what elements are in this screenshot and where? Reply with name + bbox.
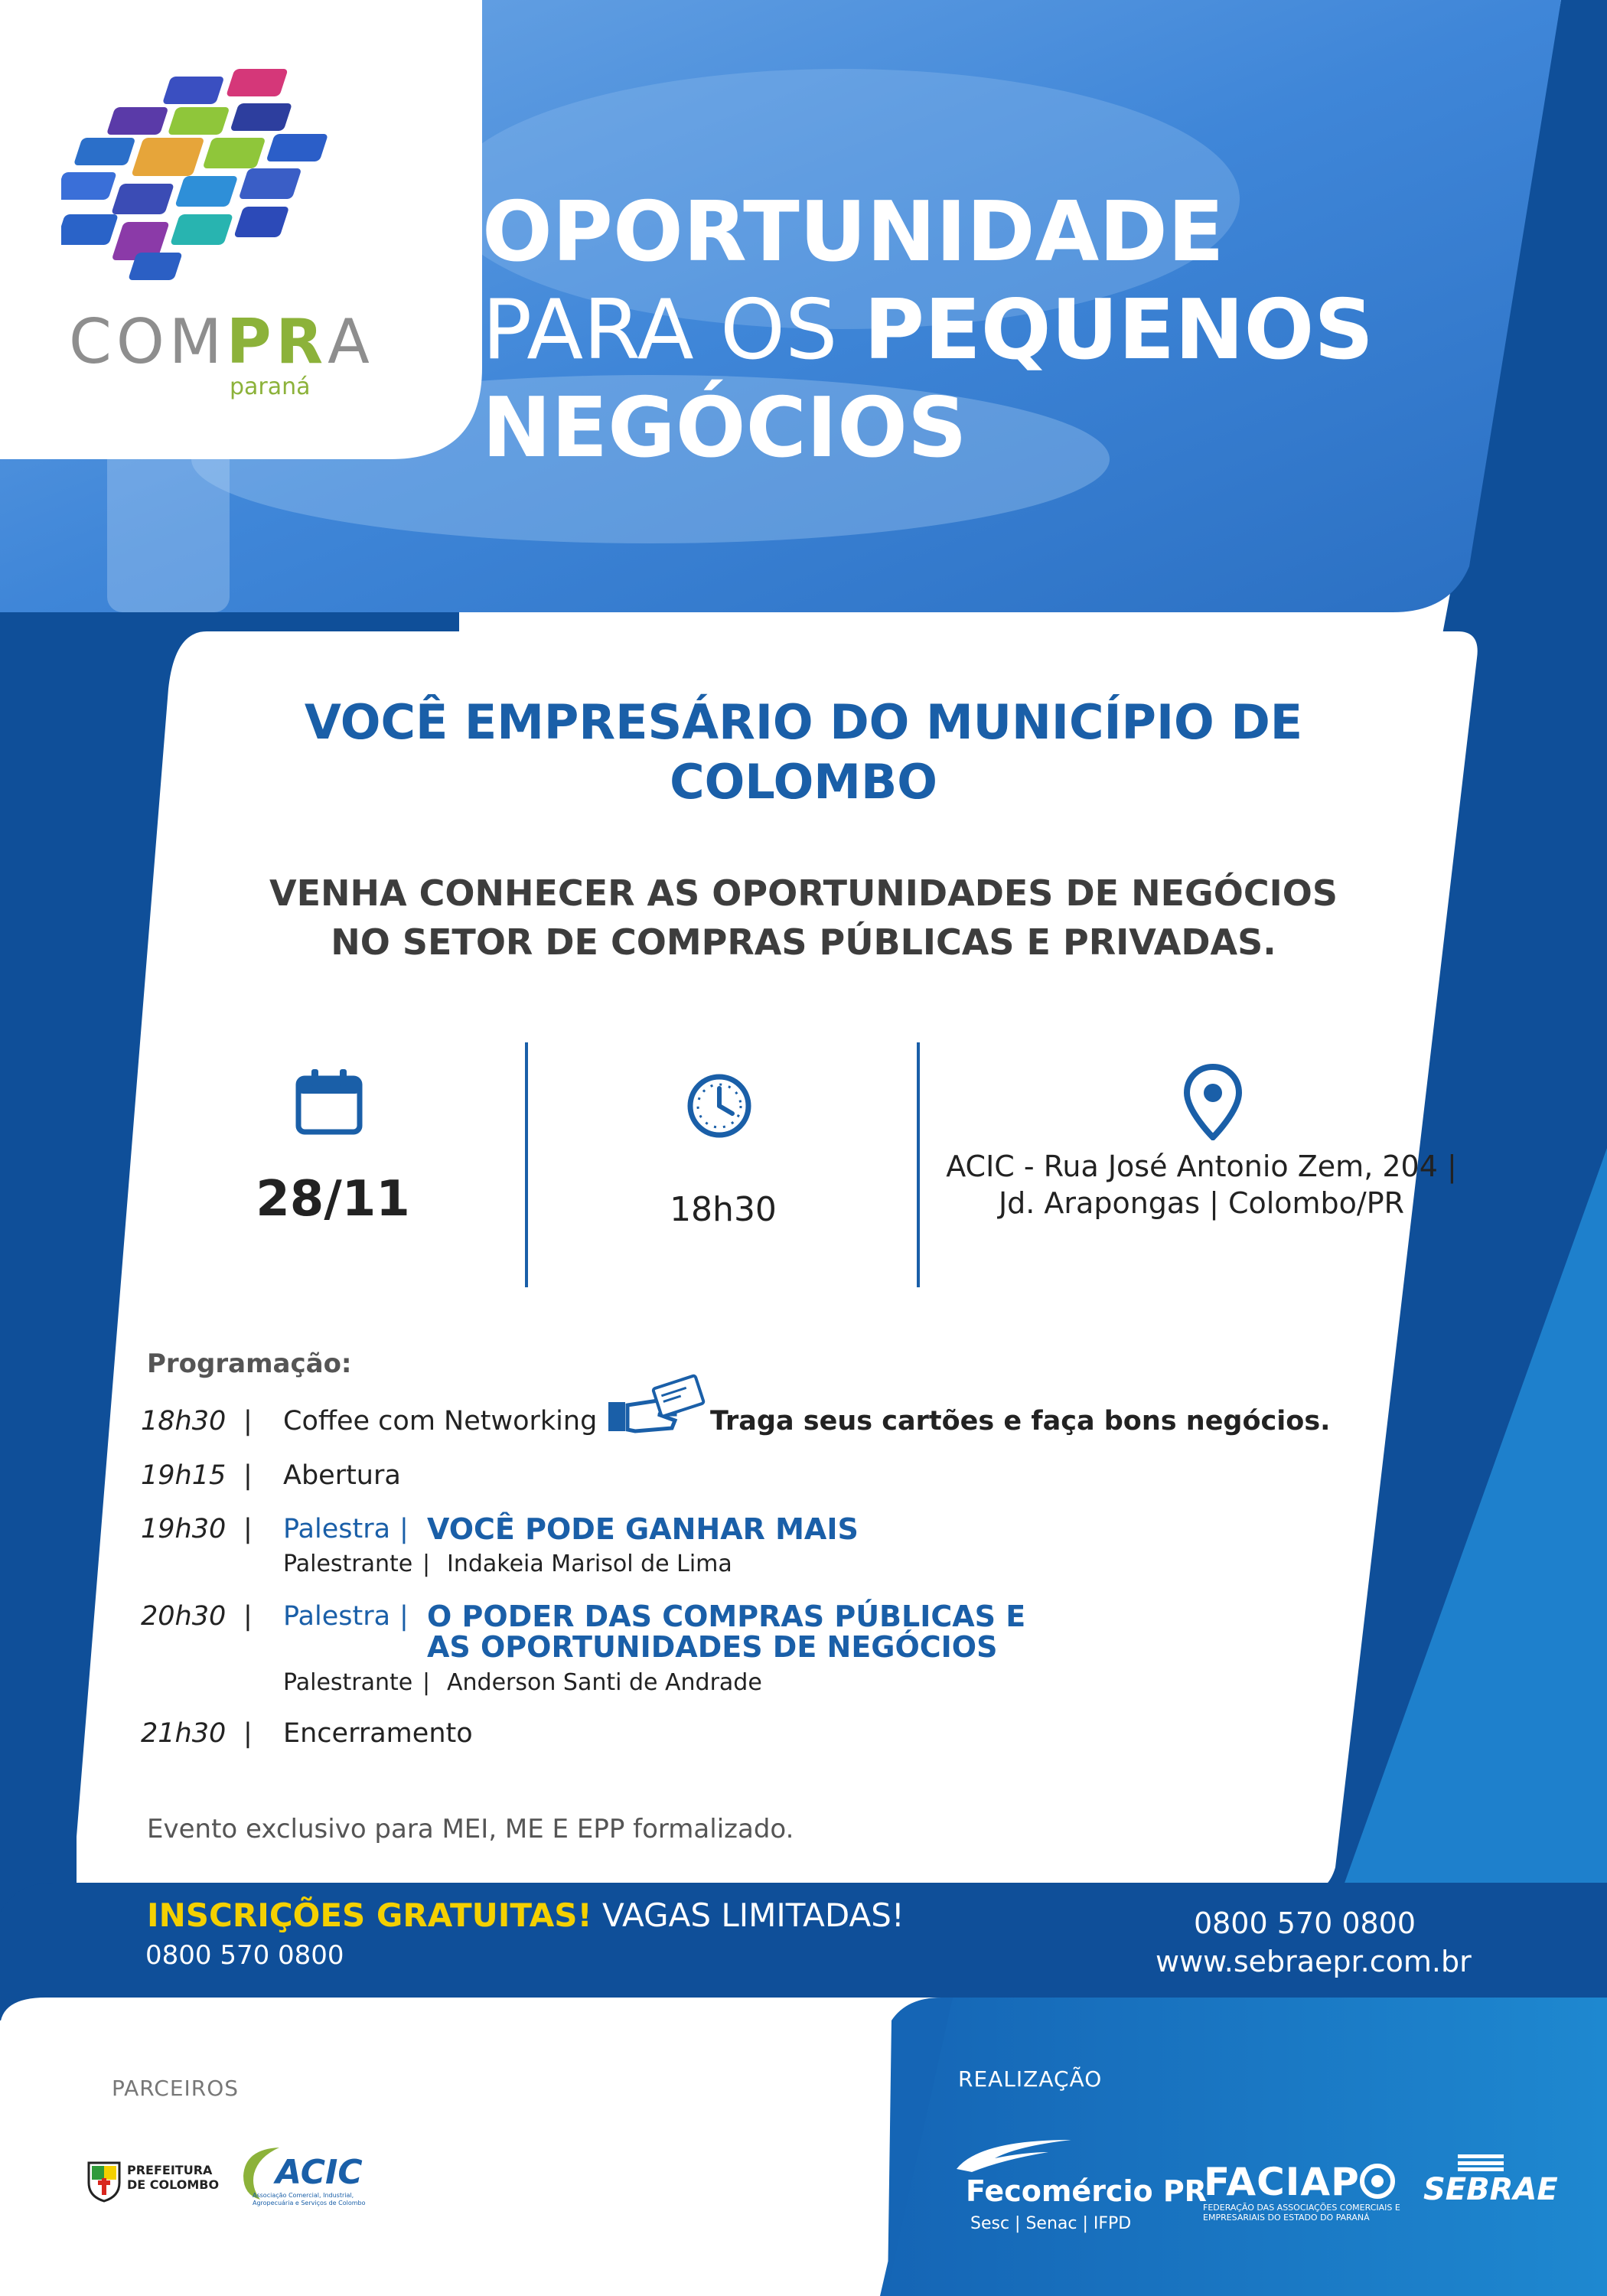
- program-speaker: Indakeia Marisol de Lima: [447, 1551, 732, 1577]
- prefeitura-crest-icon: [86, 2160, 122, 2203]
- program-topic-line1: O PODER DAS COMPRAS PÚBLICAS E: [427, 1600, 1026, 1633]
- program-time: 19h15: [141, 1460, 227, 1491]
- business-card-hand-icon: [605, 1370, 708, 1443]
- program-note: Traga seus cartões e faça bons negócios.: [710, 1406, 1331, 1437]
- intro-invite: VENHA CONHECER AS OPORTUNIDADES DE NEGÓCIOS NO SETOR DE COMPRAS PÚBLICAS E PRIVADAS.: [269, 872, 1338, 963]
- event-address: ACIC - Rua José Antonio Zem, 204 | Jd. Arapongas | Colombo/PR: [946, 1150, 1457, 1220]
- headline: [482, 184, 1374, 478]
- brand-subtitle: paraná: [230, 373, 311, 400]
- event-time: 18h30: [670, 1190, 777, 1229]
- program-topic-line2: AS OPORTUNIDADES DE NEGÓCIOS: [427, 1630, 998, 1664]
- contact-block: [1156, 1904, 1472, 1981]
- program-speaker-label: Palestrante: [283, 1669, 413, 1696]
- program-time: 18h30: [141, 1406, 227, 1437]
- org-faciap-sub: FEDERAÇÃO DAS ASSOCIAÇÕES COMERCIAIS E EMPRESARIAIS DO ESTADO DO PARANÁ: [1203, 2203, 1400, 2223]
- program-separator: |: [422, 1669, 431, 1696]
- event-date: 28/11: [256, 1171, 410, 1228]
- headline-line2-light: PARA OS: [482, 282, 864, 378]
- contact-website[interactable]: www.sebraepr.com.br: [1156, 1945, 1472, 1978]
- program-separator: |: [243, 1718, 253, 1749]
- program-separator: |: [243, 1601, 253, 1632]
- headline-line2-bold: PEQUENOS: [863, 282, 1374, 378]
- registration-limited: VAGAS LIMITADAS!: [592, 1896, 905, 1934]
- compra-logo-icon: [61, 61, 383, 291]
- partner-acic: ACIC: [275, 2153, 363, 2192]
- program-topic: VOCÊ PODE GANHAR MAIS: [427, 1512, 859, 1546]
- program-time: 19h30: [141, 1514, 227, 1544]
- program-separator: |: [399, 1601, 409, 1632]
- info-divider-1: [525, 1042, 528, 1287]
- org-sebrae: SEBRAE: [1423, 2172, 1558, 2207]
- sebrae-stripes-icon: [1458, 2154, 1504, 2171]
- contact-phone[interactable]: 0800 570 0800: [1193, 1906, 1416, 1940]
- headline-line1: OPORTUNIDADE: [482, 184, 1224, 280]
- registration-headline: [147, 1896, 905, 1934]
- org-fecomercio: Fecomércio PR: [966, 2174, 1207, 2208]
- headline-line3: NEGÓCIOS: [482, 380, 967, 476]
- program-time: 21h30: [141, 1718, 227, 1749]
- intro-title: VOCÊ EMPRESÁRIO DO MUNICÍPIO DE COLOMBO: [304, 694, 1303, 810]
- registration-phone[interactable]: 0800 570 0800: [145, 1940, 344, 1971]
- org-faciap: FACIAP: [1204, 2160, 1360, 2204]
- exclusive-note: Evento exclusivo para MEI, ME E EPP formalizado.: [147, 1814, 794, 1844]
- program-separator: |: [243, 1514, 253, 1544]
- calendar-icon: [295, 1068, 363, 1137]
- faciap-emblem-icon: [1358, 2163, 1397, 2200]
- program-speaker: Anderson Santi de Andrade: [447, 1669, 762, 1696]
- program-title: Programação:: [147, 1349, 352, 1379]
- registration-free: INSCRIÇÕES GRATUITAS!: [147, 1896, 592, 1934]
- program-separator: |: [243, 1406, 253, 1437]
- org-fecomercio-sub: Sesc | Senac | IFPD: [970, 2214, 1132, 2233]
- program-label: Coffee com Networking: [283, 1406, 598, 1437]
- program-label: Encerramento: [283, 1718, 473, 1749]
- program-label: Palestra: [283, 1514, 391, 1544]
- location-pin-icon: [1182, 1064, 1244, 1140]
- partner-acic-sub: Associação Comercial, Industrial, Agropecuária e Serviços de Colombo: [253, 2192, 366, 2206]
- program-time: 20h30: [141, 1601, 227, 1632]
- program-speaker-label: Palestrante: [283, 1551, 413, 1577]
- partners-label: PARCEIROS: [112, 2076, 240, 2101]
- clock-icon: [685, 1071, 754, 1140]
- program-label: Abertura: [283, 1460, 401, 1491]
- program-separator: |: [243, 1460, 253, 1491]
- fecomercio-wing-icon: [949, 2135, 1079, 2174]
- program-separator: |: [422, 1551, 431, 1577]
- realization-label: REALIZAÇÃO: [958, 2066, 1103, 2092]
- program-label: Palestra: [283, 1601, 391, 1632]
- info-divider-2: [917, 1042, 920, 1287]
- program-separator: |: [399, 1514, 409, 1544]
- brand-name: COMPRA: [69, 306, 374, 377]
- partner-prefeitura: PREFEITURA DE COLOMBO: [127, 2163, 220, 2192]
